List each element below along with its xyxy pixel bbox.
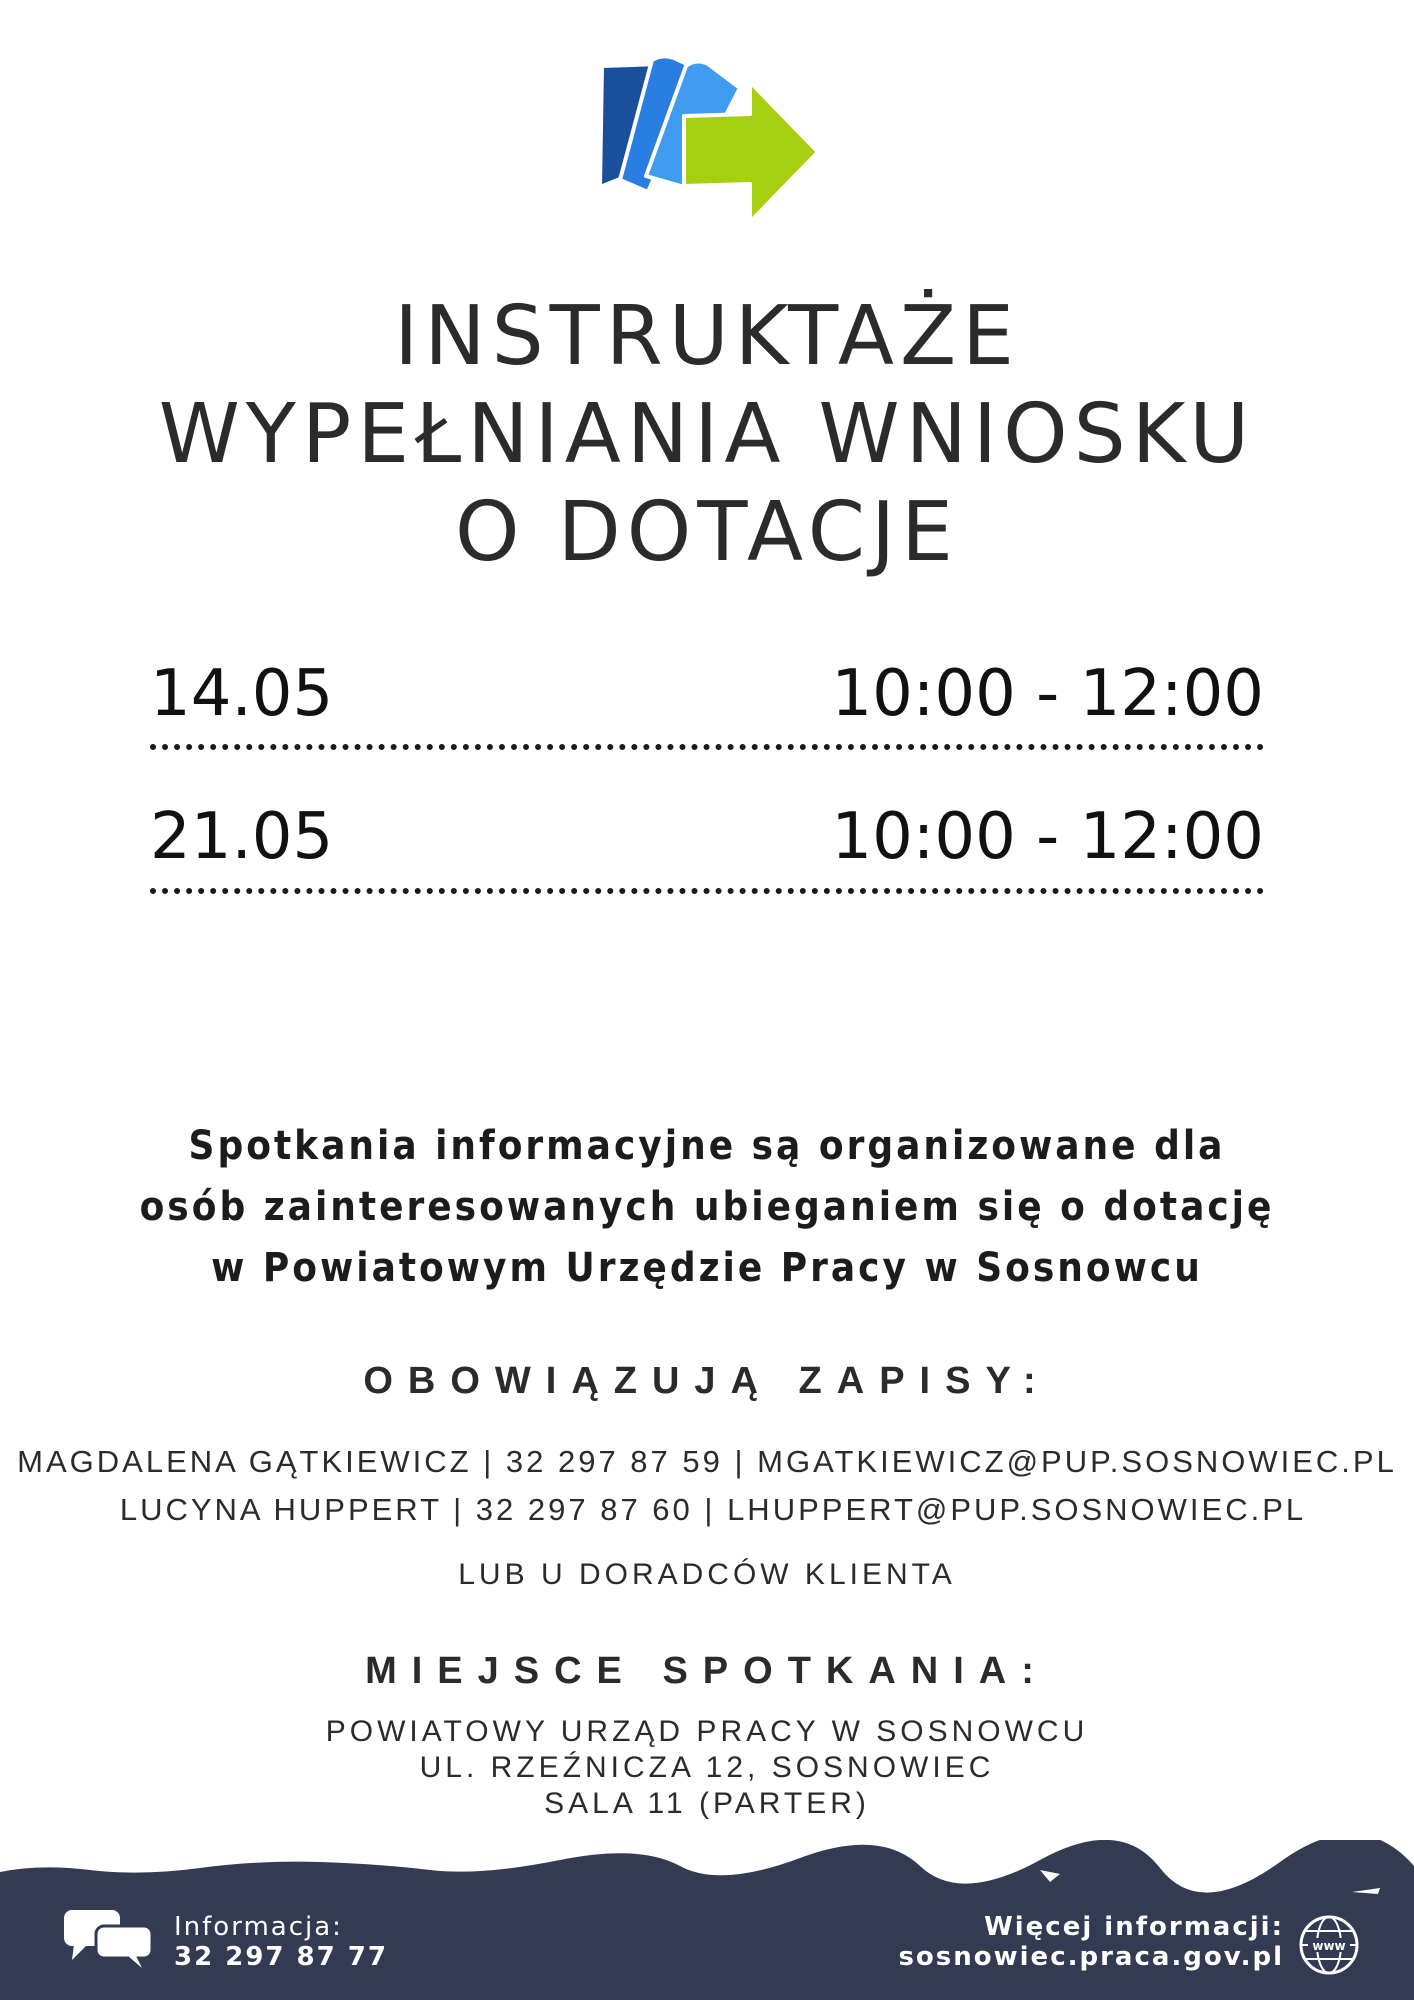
location-heading: MIEJSCE SPOTKANIA: <box>365 1650 1049 1692</box>
dotted-divider <box>150 888 1264 894</box>
more-info-label: Więcej informacji: <box>984 1912 1284 1942</box>
registration-heading: OBOWIĄZUJĄ ZAPISY: <box>363 1360 1051 1402</box>
alternative-contact: LUB U DORADCÓW KLIENTA <box>458 1558 956 1591</box>
contact-line: MAGDALENA GĄTKIEWICZ | 32 297 87 59 | MGATKIEWICZ@PUP.SOSNOWIEC.PL <box>17 1444 1397 1479</box>
schedule-row <box>150 800 1264 875</box>
title-line-2: WYPEŁNIANIA WNIOSKU <box>158 387 1256 482</box>
description-line: w Powiatowym Urzędzie Pracy w Sosnowcu <box>211 1245 1203 1291</box>
website-link[interactable]: sosnowiec.praca.gov.pl <box>898 1942 1284 1972</box>
description-line: osób zainteresowanych ubieganiem się o dotację <box>139 1184 1275 1230</box>
schedule-date: 14.05 <box>150 657 334 731</box>
info-phone: 32 297 87 77 <box>174 1942 388 1972</box>
description-line: Spotkania informacyjne są organizowane dla <box>188 1123 1226 1169</box>
title-line-3: O DOTACJE <box>455 485 959 580</box>
contact-line: LUCYNA HUPPERT | 32 297 87 60 | LHUPPERT@PUP.SOSNOWIEC.PL <box>119 1492 1307 1527</box>
pup-logo <box>590 52 820 224</box>
schedule-time: 10:00 - 12:00 <box>831 657 1264 731</box>
address-line: POWIATOWY URZĄD PRACY W SOSNOWCU <box>325 1715 1089 1748</box>
dotted-divider <box>150 744 1264 750</box>
schedule-date: 21.05 <box>150 800 334 874</box>
address-line: SALA 11 (PARTER) <box>544 1787 870 1820</box>
title-line-1: INSTRUKTAŻE <box>394 289 1020 384</box>
address-line: UL. RZEŹNICZA 12, SOSNOWIEC <box>419 1751 995 1784</box>
globe-text: www <box>1312 1939 1346 1953</box>
globe-icon <box>1298 1914 1360 1976</box>
description <box>0 1116 1414 1299</box>
schedule-row <box>150 657 1264 732</box>
schedule-time: 10:00 - 12:00 <box>831 800 1264 874</box>
chat-bubbles-icon <box>62 1908 154 1968</box>
info-label: Informacja: <box>174 1912 343 1942</box>
